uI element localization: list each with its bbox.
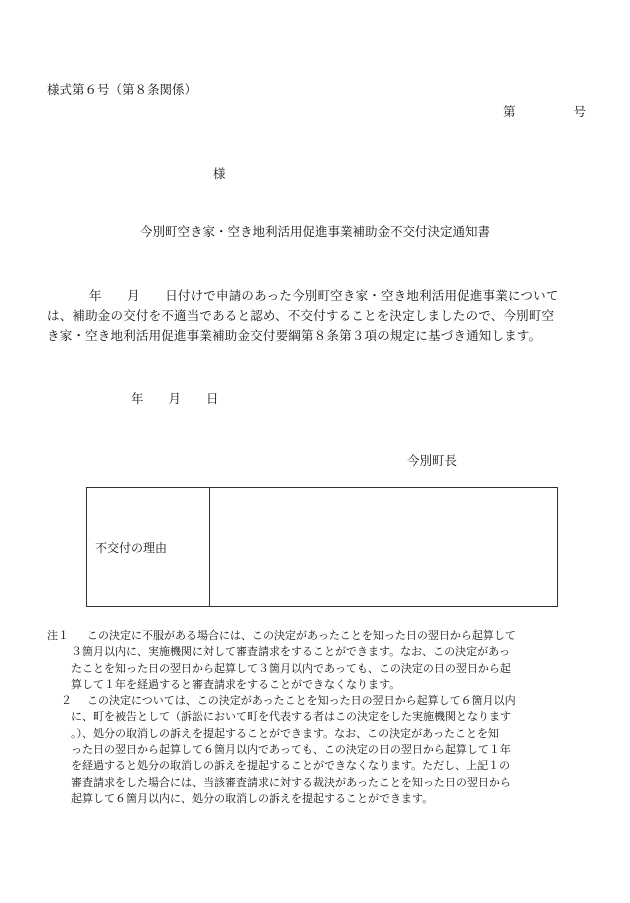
issue-date: 年 月 日 bbox=[131, 391, 219, 406]
body-text bbox=[47, 286, 600, 346]
note-2 bbox=[47, 693, 587, 807]
body-line-1: 年 月 日付けで申請のあった今別町空き家・空き地利活用促進事業について bbox=[89, 288, 559, 303]
note-2-line: 。）、処分の取消しの訴えを提起することができます。なお、この決定があったことを知 bbox=[71, 726, 500, 740]
form-number: 様式第６号（第８条関係） bbox=[47, 82, 198, 97]
document-number bbox=[503, 102, 586, 120]
reason-label: 不交付の理由 bbox=[87, 488, 210, 607]
document-number-go: 号 bbox=[573, 104, 587, 119]
addressee: 様 bbox=[213, 166, 226, 181]
note-1-line: たことを知った日の翌日から起算して３箇月以内であっても、この決定の日の翌日から起 bbox=[71, 661, 511, 675]
reason-table bbox=[86, 487, 558, 607]
note-1-line: ３箇月以内に、実施機関に対して審査請求をすることができます。なお、この決定があっ bbox=[71, 645, 511, 659]
note-2-line: を経過すると処分の取消しの訴えを提起することができなくなります。ただし、上記１の bbox=[71, 759, 511, 773]
notes bbox=[47, 628, 587, 807]
body-line-2: は、補助金の交付を不適当であると認め、不交付することを決定しましたので、今別町空 bbox=[47, 308, 555, 323]
note-2-number: ２ bbox=[61, 694, 72, 708]
note-2-line: 審査請求をした場合には、当該審査請求に対する裁決があったことを知った日の翌日から bbox=[71, 775, 511, 789]
note-2-line: った日の翌日から起算して６箇月以内であっても、この決定の日の翌日から起算して１年 bbox=[71, 743, 511, 757]
note-1-line: 算して１年を経過すると審査請求をすることができなくなります。 bbox=[71, 677, 401, 691]
reason-value bbox=[210, 488, 558, 607]
document-title: 今別町空き家・空き地利活用促進事業補助金不交付決定通知書 bbox=[139, 224, 490, 239]
note-2-line: 起算して６箇月以内に、処分の取消しの訴えを提起することができます。 bbox=[71, 791, 434, 805]
note-2-line: この決定については、この決定があったことを知った日の翌日から起算して６箇月以内 bbox=[87, 694, 516, 708]
note-2-line: に、町を被告として（訴訟において町を代表する者はこの決定をした実施機関となります bbox=[71, 710, 511, 724]
issuer-name: 今別町長 bbox=[407, 453, 458, 468]
document-number-dai: 第 bbox=[503, 104, 516, 119]
note-1-number: 注１ bbox=[47, 629, 69, 642]
note-1 bbox=[47, 628, 587, 693]
body-line-3: き家・空き地利活用促進事業補助金交付要綱第８条第３項の規定に基づき通知します。 bbox=[47, 328, 542, 343]
note-1-line: この決定に不服がある場合には、この決定があったことを知った日の翌日から起算して bbox=[87, 629, 516, 642]
